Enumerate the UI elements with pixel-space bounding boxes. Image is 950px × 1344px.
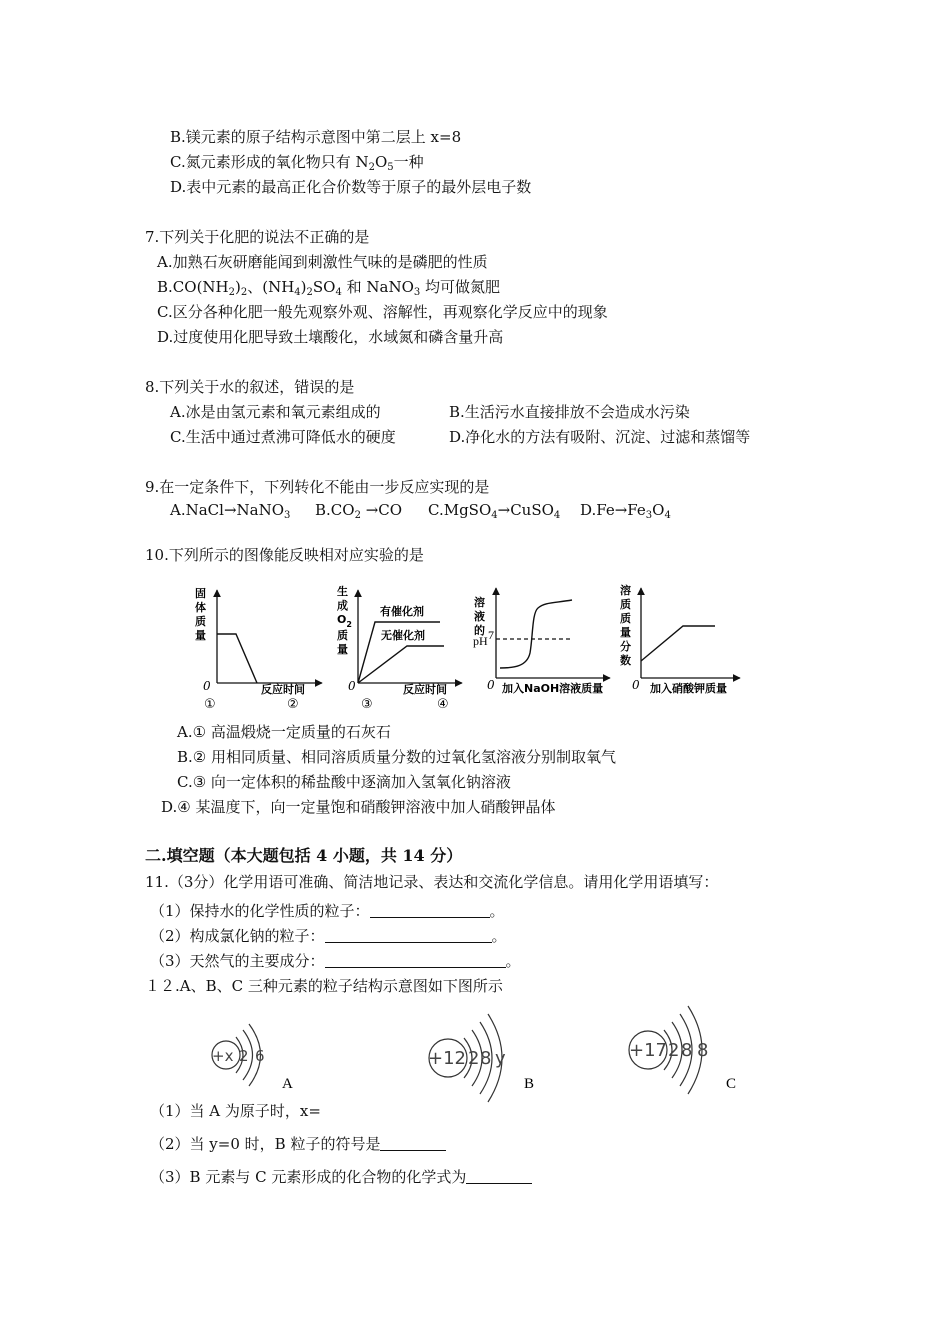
q12-part-1: （1）当 A 为原子时，x= xyxy=(150,1102,321,1120)
graph-4-ylabel-2: 质 xyxy=(620,598,631,611)
graph-2-label-cat: 有催化剂 xyxy=(380,605,424,618)
graph-3-xlabel: 加入NaOH溶液质量 xyxy=(502,682,604,695)
q11-part-3: （3）天然气的主要成分： 。 xyxy=(150,952,521,970)
atom-c-shell-3: 8 xyxy=(697,1040,709,1061)
atom-a xyxy=(212,1024,293,1092)
q10-graphs xyxy=(0,578,950,718)
atom-c-shell-2: 8 xyxy=(681,1040,693,1061)
q12-atom-diagrams xyxy=(0,1000,950,1100)
graph-2-origin: 0 xyxy=(348,679,356,693)
q11-blank-3[interactable] xyxy=(325,952,506,968)
q8-stem: 8.下列关于水的叙述，错误的是 xyxy=(145,378,355,396)
q8-option-d: D.净化水的方法有吸附、沉淀、过滤和蒸馏等 xyxy=(449,428,751,446)
graph-2 xyxy=(287,584,462,712)
graph-3 xyxy=(437,588,610,712)
graph-4-ylabel-3: 质 xyxy=(620,612,631,625)
graph-1-curve xyxy=(217,634,257,683)
q9-option-d: $D.Fe\to Fe_3O_4$ xyxy=(580,501,671,521)
q12-stem: １２.A、B、C 三种元素的粒子结构示意图如下图所示 xyxy=(145,977,503,995)
q8-option-b: B.生活污水直接排放不会造成水污染 xyxy=(449,403,690,421)
graph-4-marker: ④ xyxy=(437,697,449,712)
q12-part-2: （2）当 y=0 时，B 粒子的符号是 xyxy=(150,1134,446,1154)
graph-1-ylabel-3: 质 xyxy=(195,615,206,628)
graph-1-ylabel-2: 体 xyxy=(195,601,206,614)
graph-4 xyxy=(620,583,740,695)
graph-2-ylabel-5: 量 xyxy=(337,643,348,656)
q7-option-c: C.区分各种化肥一般先观察外观、溶解性，再观察化学反应中的现象 xyxy=(157,303,608,321)
atom-b-shell-2: 8 xyxy=(480,1048,492,1069)
q11-stem: 11.（3分）化学用语可准确、简洁地记录、表达和交流化学信息。请用化学用语填写： xyxy=(145,873,719,891)
graph-2-marker: ② xyxy=(287,697,299,712)
graph-1-marker: ① xyxy=(204,697,216,712)
graph-4-curve xyxy=(641,626,715,661)
q11-blank-2[interactable] xyxy=(325,927,492,943)
graph-1-origin: 0 xyxy=(203,679,211,693)
atom-c-label: C xyxy=(726,1076,737,1092)
atom-a-label: A xyxy=(282,1076,293,1092)
q11-part-2: （2）构成氯化钠的粒子： 。 xyxy=(150,927,507,945)
atom-c xyxy=(629,1006,736,1094)
graph-4-ylabel-5: 分 xyxy=(620,640,631,653)
q8-option-a: A.冰是由氢元素和氧元素组成的 xyxy=(170,403,381,421)
graph-1-ylabel-4: 量 xyxy=(195,629,206,642)
graph-2-ylabel-3: $O_2$ xyxy=(337,613,352,629)
q9-stem: 9.在一定条件下，下列转化不能由一步反应实现的是 xyxy=(145,478,490,496)
q6-option-b: B.镁元素的原子结构示意图中第二层上 x=8 xyxy=(170,128,462,146)
atom-a-nucleus: +x xyxy=(212,1047,234,1065)
q11-blank-1[interactable] xyxy=(370,902,490,918)
q7-option-d: D.过度使用化肥导致土壤酸化，水域氮和磷含量升高 xyxy=(157,328,504,346)
graph-3-ylabel-3: 的 xyxy=(474,624,485,637)
atom-b-shell-1: 2 xyxy=(468,1048,480,1069)
graph-2-label-nocat: 无催化剂 xyxy=(381,629,425,642)
graph-1 xyxy=(195,586,322,712)
graph-2-ylabel-2: 成 xyxy=(337,599,348,612)
graph-3-ylabel-4: pH xyxy=(473,634,488,648)
q10-option-d: D.④ 某温度下，向一定量饱和硝酸钾溶液中加人硝酸钾晶体 xyxy=(161,798,556,816)
q9-option-a: A.NaCl→NaNO$_3$ xyxy=(170,501,291,521)
q6-option-c: C.氮元素形成的氧化物只有 $N_2O_5$一种 xyxy=(170,153,424,173)
graph-2-ylabel-4: 质 xyxy=(337,629,348,642)
atom-c-shell-1: 2 xyxy=(668,1040,680,1061)
atom-b-nucleus: +12 xyxy=(428,1048,466,1069)
graph-4-origin: 0 xyxy=(632,678,640,692)
atom-b xyxy=(428,1014,534,1102)
atom-a-shell-1: 2 xyxy=(239,1047,249,1065)
graph-3-origin: 0 xyxy=(487,678,495,692)
graph-4-ylabel-4: 量 xyxy=(620,626,631,639)
graph-4-ylabel-1: 溶 xyxy=(620,584,631,597)
graph-3-ylabel-1: 溶 xyxy=(474,596,485,609)
q12-part-3: （3）B 元素与 C 元素形成的化合物的化学式为 xyxy=(150,1167,532,1187)
q9-option-c: C.MgSO$_4$→CuSO$_4$ xyxy=(428,501,561,521)
q10-stem: 10.下列所示的图像能反映相对应实验的是 xyxy=(145,546,424,564)
graph-2-xlabel: 反应时间 xyxy=(403,683,447,696)
q10-option-c: C.③ 向一定体积的稀盐酸中逐滴加入氢氧化钠溶液 xyxy=(177,773,511,791)
graph-4-xlabel: 加入硝酸钾质量 xyxy=(650,682,727,695)
q12-blank-2[interactable] xyxy=(380,1135,446,1151)
graph-3-marker: ③ xyxy=(361,697,373,712)
q9-option-b: $B.CO_2 \to CO$ xyxy=(315,501,403,521)
q12-blank-3[interactable] xyxy=(466,1168,532,1184)
q7-option-b: $B.CO(NH_2)_2$、$(NH_4)_2SO_4$ 和 NaNO$_3$ 均可做氮肥 xyxy=(157,278,501,298)
graph-4-ylabel-6: 数 xyxy=(620,654,631,667)
atom-b-shell-3: y xyxy=(495,1048,506,1069)
q11-part-1: （1）保持水的化学性质的粒子： 。 xyxy=(150,902,505,920)
atom-a-shell-2: 6 xyxy=(255,1047,265,1065)
q6-option-d: D.表中元素的最高正化合价数等于原子的最外层电子数 xyxy=(170,178,532,196)
atom-b-label: B xyxy=(524,1076,535,1092)
graph-3-ylabel-2: 液 xyxy=(474,610,485,623)
q10-option-a: A.① 高温煅烧一定质量的石灰石 xyxy=(177,723,391,741)
graph-2-curve-nocat xyxy=(358,646,444,683)
q10-option-b: B.② 用相同质量、相同溶质质量分数的过氧化氢溶液分别制取氧气 xyxy=(177,748,617,766)
q7-option-a: A.加熟石灰研磨能闻到刺激性气味的是磷肥的性质 xyxy=(157,253,488,271)
graph-2-ylabel-1: 生 xyxy=(337,585,348,598)
atom-c-nucleus: +17 xyxy=(629,1040,667,1061)
q7-stem: 7.下列关于化肥的说法不正确的是 xyxy=(145,228,370,246)
q8-option-c: C.生活中通过煮沸可降低水的硬度 xyxy=(170,428,396,446)
graph-1-ylabel-1: 固 xyxy=(195,587,206,600)
section-2-title: 二.填空题（本大题包括 4 小题，共 14 分） xyxy=(145,846,463,865)
graph-3-curve xyxy=(500,600,572,668)
graph-1-xlabel: 反应时间 xyxy=(261,683,305,696)
graph-3-tick-7: 7 xyxy=(488,628,494,642)
